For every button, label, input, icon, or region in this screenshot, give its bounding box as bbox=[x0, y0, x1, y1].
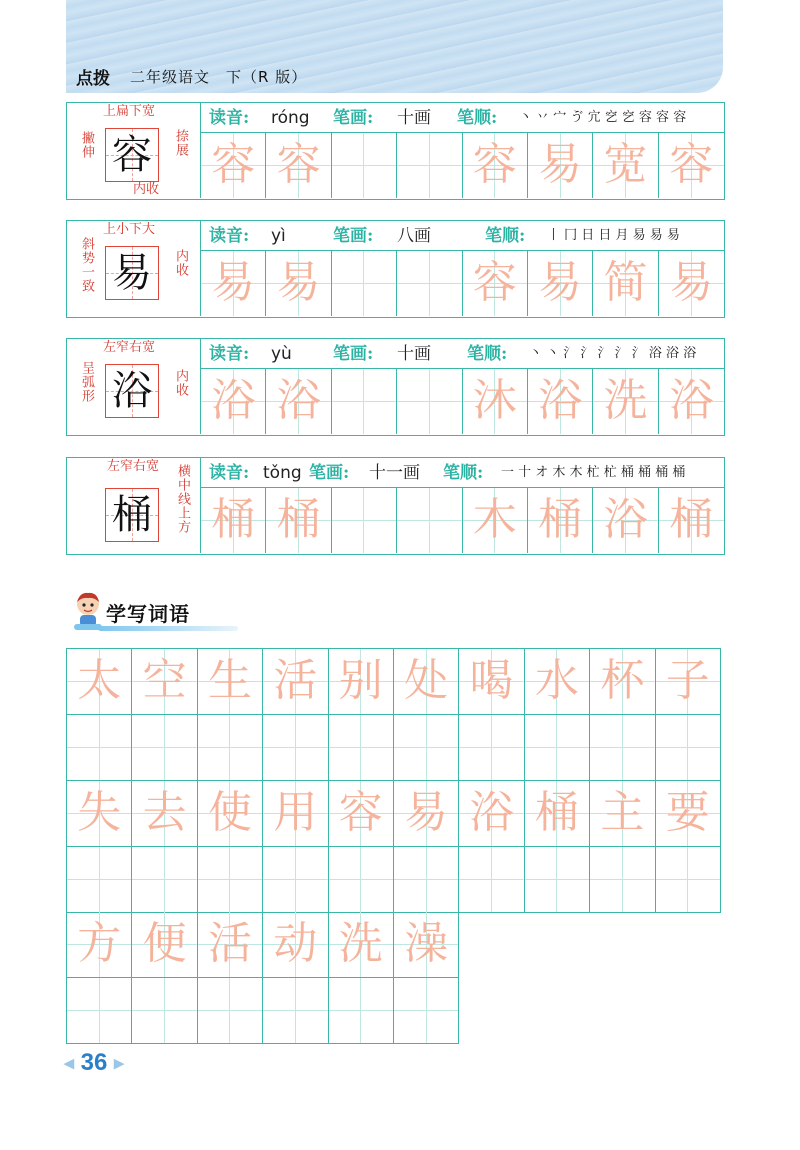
char-row-yi bbox=[66, 220, 725, 318]
practice-cell[interactable]: 桶 bbox=[659, 488, 724, 553]
word-cell[interactable]: 子 bbox=[656, 649, 721, 715]
blank-cell[interactable] bbox=[394, 715, 459, 781]
model-box bbox=[105, 488, 159, 542]
word-cell[interactable]: 桶 bbox=[525, 781, 590, 847]
practice-grid bbox=[201, 369, 724, 434]
model-cell bbox=[67, 103, 201, 198]
word-cell[interactable]: 浴 bbox=[459, 781, 524, 847]
reading-label: 读音: bbox=[209, 108, 250, 128]
practice-cell[interactable]: 浴 bbox=[528, 369, 593, 434]
practice-cell[interactable]: 桶 bbox=[528, 488, 593, 553]
strokes-label: 笔画: bbox=[333, 108, 374, 128]
word-cell[interactable]: 易 bbox=[394, 781, 459, 847]
model-box bbox=[105, 364, 159, 418]
model-char: 桶 bbox=[112, 492, 152, 538]
pinyin: tǒng bbox=[263, 463, 302, 483]
blank-cell[interactable] bbox=[329, 715, 394, 781]
practice-cell[interactable] bbox=[332, 488, 397, 553]
strokes-label: 笔画: bbox=[309, 463, 350, 483]
word-cell[interactable]: 杯 bbox=[590, 649, 655, 715]
blank-cell[interactable] bbox=[263, 847, 328, 913]
word-cell[interactable]: 容 bbox=[329, 781, 394, 847]
blank-cell[interactable] bbox=[67, 978, 132, 1044]
header-banner bbox=[66, 0, 723, 93]
model-cell bbox=[67, 458, 201, 553]
blank-cell[interactable] bbox=[263, 978, 328, 1044]
blank-cell[interactable] bbox=[394, 847, 459, 913]
word-cell[interactable]: 用 bbox=[263, 781, 328, 847]
blank-cell[interactable] bbox=[329, 978, 394, 1044]
info-bar bbox=[201, 339, 724, 369]
pinyin: yì bbox=[271, 226, 286, 246]
practice-cell[interactable]: 桶 bbox=[201, 488, 266, 553]
practice-cell[interactable] bbox=[397, 133, 462, 198]
model-box bbox=[105, 246, 159, 300]
model-cell bbox=[67, 221, 201, 316]
word-cell[interactable]: 水 bbox=[525, 649, 590, 715]
practice-cell[interactable]: 易 bbox=[528, 251, 593, 316]
practice-cell[interactable]: 容 bbox=[201, 133, 266, 198]
blank-cell[interactable] bbox=[525, 847, 590, 913]
note-top: 上扁下宽 bbox=[103, 104, 156, 119]
practice-cell[interactable]: 容 bbox=[463, 251, 528, 316]
word-cell[interactable]: 喝 bbox=[459, 649, 524, 715]
model-char: 容 bbox=[112, 132, 152, 178]
blank-cell[interactable] bbox=[329, 847, 394, 913]
prev-arrow-icon: ◀ bbox=[64, 1055, 74, 1071]
note-right: 横中线上方 bbox=[175, 464, 190, 534]
word-cell[interactable]: 要 bbox=[656, 781, 721, 847]
word-cell[interactable]: 太 bbox=[67, 649, 132, 715]
practice-cell[interactable]: 容 bbox=[463, 133, 528, 198]
practice-cell[interactable]: 简 bbox=[593, 251, 658, 316]
page-number-value: 36 bbox=[80, 1049, 108, 1076]
blank-cell[interactable] bbox=[656, 715, 721, 781]
word-cell[interactable]: 澡 bbox=[394, 912, 459, 978]
word-cell[interactable]: 使 bbox=[198, 781, 263, 847]
blank-cell[interactable] bbox=[132, 978, 197, 1044]
word-cell[interactable]: 生 bbox=[198, 649, 263, 715]
info-bar bbox=[201, 221, 724, 251]
practice-cell[interactable]: 宽 bbox=[593, 133, 658, 198]
note-left: 撇伸 bbox=[79, 131, 94, 159]
practice-cell[interactable] bbox=[332, 369, 397, 434]
practice-cell[interactable]: 易 bbox=[201, 251, 266, 316]
note-right: 捺展 bbox=[173, 129, 188, 157]
note-left: 呈弧形 bbox=[79, 361, 94, 403]
practice-cell[interactable] bbox=[332, 251, 397, 316]
note-bottom: 内收 bbox=[133, 182, 160, 197]
stroke-order: 丶 丶 氵 氵 氵 氵 氵 浴 浴 浴 bbox=[529, 346, 697, 361]
strokes-label: 笔画: bbox=[333, 226, 374, 246]
practice-cell[interactable]: 容 bbox=[659, 133, 724, 198]
note-top: 上小下大 bbox=[103, 222, 156, 237]
blank-cell[interactable] bbox=[459, 847, 524, 913]
order-label: 笔顺: bbox=[467, 344, 508, 364]
practice-cell[interactable] bbox=[397, 369, 462, 434]
blank-cell[interactable] bbox=[67, 847, 132, 913]
practice-cell[interactable]: 易 bbox=[659, 251, 724, 316]
info-bar bbox=[201, 103, 724, 133]
section-heading bbox=[72, 590, 242, 634]
blank-cell[interactable] bbox=[198, 978, 263, 1044]
section-title: 学写词语 bbox=[106, 602, 190, 626]
practice-cell[interactable] bbox=[397, 251, 462, 316]
stroke-order: 丨 冂 日 日 月 易 易 易 bbox=[547, 228, 680, 243]
brand-logo: 点拨 bbox=[76, 69, 110, 89]
order-label: 笔顺: bbox=[485, 226, 526, 246]
reading-label: 读音: bbox=[209, 226, 250, 246]
blank-cell[interactable] bbox=[198, 847, 263, 913]
blank-cell[interactable] bbox=[198, 715, 263, 781]
practice-cell[interactable]: 木 bbox=[463, 488, 528, 553]
note-top: 左窄右宽 bbox=[103, 340, 156, 355]
model-cell bbox=[67, 339, 201, 434]
note-left: 斜势一致 bbox=[79, 237, 94, 293]
order-label: 笔顺: bbox=[443, 463, 484, 483]
stroke-order: 丶 丷 宀 ゔ 宂 穵 穵 容 容 容 bbox=[519, 110, 687, 125]
note-top: 左窄右宽 bbox=[107, 459, 160, 474]
word-cell[interactable]: 方 bbox=[67, 912, 132, 978]
blank-cell[interactable] bbox=[263, 715, 328, 781]
practice-cell[interactable]: 桶 bbox=[266, 488, 331, 553]
word-cell[interactable]: 失 bbox=[67, 781, 132, 847]
stroke-count: 十一画 bbox=[369, 463, 420, 483]
practice-grid bbox=[201, 251, 724, 316]
practice-cell[interactable]: 容 bbox=[266, 133, 331, 198]
info-bar bbox=[201, 458, 724, 488]
stroke-order: 一 十 オ 木 木 杧 杧 桶 桶 桶 桶 bbox=[501, 465, 686, 480]
practice-cell[interactable]: 浴 bbox=[593, 488, 658, 553]
practice-cell[interactable]: 浴 bbox=[201, 369, 266, 434]
pinyin: róng bbox=[271, 108, 310, 128]
practice-cell[interactable]: 浴 bbox=[659, 369, 724, 434]
pinyin: yù bbox=[271, 344, 292, 364]
word-cell[interactable]: 别 bbox=[329, 649, 394, 715]
blank-cell[interactable] bbox=[132, 715, 197, 781]
practice-cell[interactable] bbox=[332, 133, 397, 198]
title-underline bbox=[98, 626, 238, 631]
stroke-count: 八画 bbox=[397, 226, 431, 246]
practice-grid bbox=[201, 488, 724, 553]
page-number bbox=[64, 1049, 124, 1077]
practice-cell[interactable]: 浴 bbox=[266, 369, 331, 434]
model-char: 易 bbox=[112, 250, 152, 296]
note-right: 内收 bbox=[173, 249, 188, 277]
char-row-yu bbox=[66, 338, 725, 436]
blank-cell[interactable] bbox=[67, 715, 132, 781]
practice-cell[interactable]: 易 bbox=[266, 251, 331, 316]
reading-label: 读音: bbox=[209, 344, 250, 364]
next-arrow-icon: ▶ bbox=[114, 1055, 125, 1071]
word-cell[interactable]: 活 bbox=[263, 649, 328, 715]
blank-cell[interactable] bbox=[656, 847, 721, 913]
word-cell[interactable]: 洗 bbox=[329, 912, 394, 978]
word-cell[interactable]: 处 bbox=[394, 649, 459, 715]
char-row-rong bbox=[66, 102, 725, 200]
practice-cell[interactable] bbox=[397, 488, 462, 553]
blank-cell[interactable] bbox=[590, 847, 655, 913]
reading-label: 读音: bbox=[209, 463, 250, 483]
blank-cell[interactable] bbox=[590, 715, 655, 781]
strokes-label: 笔画: bbox=[333, 344, 374, 364]
word-cell[interactable]: 动 bbox=[263, 912, 328, 978]
practice-cell[interactable]: 沐 bbox=[463, 369, 528, 434]
char-row-tong bbox=[66, 457, 725, 555]
blank-cell[interactable] bbox=[525, 715, 590, 781]
blank-cell[interactable] bbox=[459, 715, 524, 781]
word-cell[interactable]: 活 bbox=[198, 912, 263, 978]
model-box bbox=[105, 128, 159, 182]
word-cell[interactable]: 去 bbox=[132, 781, 197, 847]
note-right: 内收 bbox=[173, 369, 188, 397]
practice-grid bbox=[201, 133, 724, 198]
blank-cell[interactable] bbox=[132, 847, 197, 913]
stroke-count: 十画 bbox=[397, 108, 431, 128]
word-cell[interactable]: 空 bbox=[132, 649, 197, 715]
stroke-count: 十画 bbox=[397, 344, 431, 364]
order-label: 笔顺: bbox=[457, 108, 498, 128]
word-cell[interactable]: 主 bbox=[590, 781, 655, 847]
practice-cell[interactable]: 洗 bbox=[593, 369, 658, 434]
word-cell[interactable]: 便 bbox=[132, 912, 197, 978]
practice-cell[interactable]: 易 bbox=[528, 133, 593, 198]
book-title: 二年级语文 下（R 版） bbox=[130, 68, 308, 86]
word-grid-lower bbox=[66, 912, 459, 1044]
word-grid-upper bbox=[66, 648, 721, 913]
blank-cell[interactable] bbox=[394, 978, 459, 1044]
model-char: 浴 bbox=[112, 368, 152, 414]
